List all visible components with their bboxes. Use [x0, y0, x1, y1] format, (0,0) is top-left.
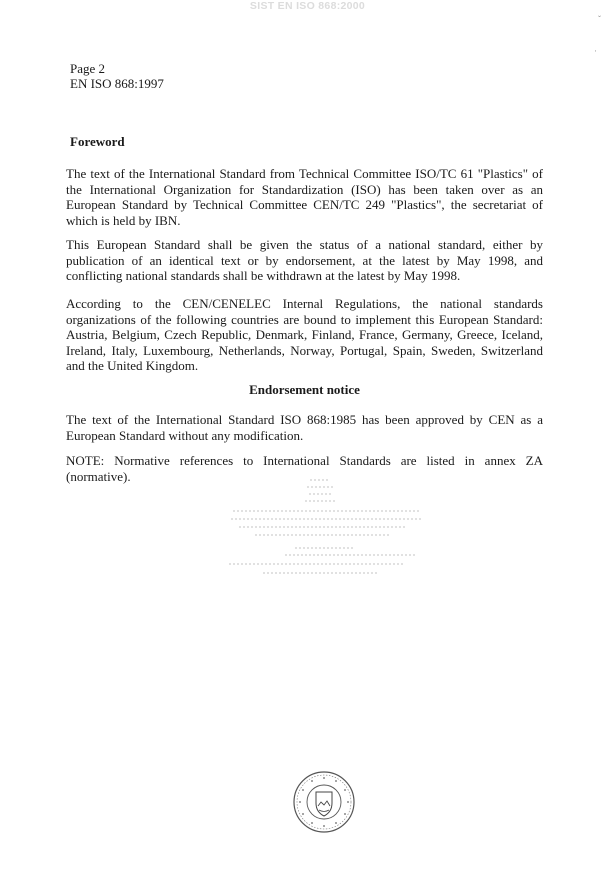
- page-header: [70, 61, 164, 91]
- faded-stamp-impression: [225, 478, 425, 588]
- page-label: Page 2: [70, 61, 106, 76]
- foreword-paragraph-1: The text of the International Standard from Technical Committee ISO/TC 61 "Plastics" of the International Organization for Standardization (ISO) has been taken over as an European Standard by Technical Committee CEN/TC 249 "Plastics", the secretariat of which is held by IBN.: [66, 166, 543, 228]
- watermark: SIST EN ISO 868:2000: [249, 0, 366, 12]
- scan-mark: ·: [594, 46, 597, 56]
- endorsement-note: NOTE: Normative references to International Standards are listed in annex ZA (normative).: [66, 453, 543, 484]
- endorsement-paragraph: The text of the International Standard ISO 868:1985 has been approved by CEN as a European Standard without any modification.: [66, 412, 543, 443]
- endorsement-heading: Endorsement notice: [249, 382, 360, 397]
- official-seal: [292, 770, 356, 834]
- foreword-paragraph-3: According to the CEN/CENELEC Internal Regulations, the national standards organizations of the following countries are bound to implement this European Standard: Austria, Belgium, Czech Republic, Denmark, Finland, France, Germany, Greece, Iceland, Ireland, Italy, Luxembourg, Netherlands, Norway, Portugal, Spain, Sweden, Switzerland and the United Kingdom.: [66, 296, 543, 373]
- standard-number: EN ISO 868:1997: [70, 76, 164, 91]
- foreword-paragraph-2: This European Standard shall be given the status of a national standard, either by publication of an identical text or by endorsement, at the latest by May 1998, and conflicting national standards shall be withdrawn at the latest by May 1998.: [66, 237, 543, 283]
- foreword-heading: Foreword: [70, 134, 125, 149]
- scan-mark: ˇ: [598, 14, 601, 24]
